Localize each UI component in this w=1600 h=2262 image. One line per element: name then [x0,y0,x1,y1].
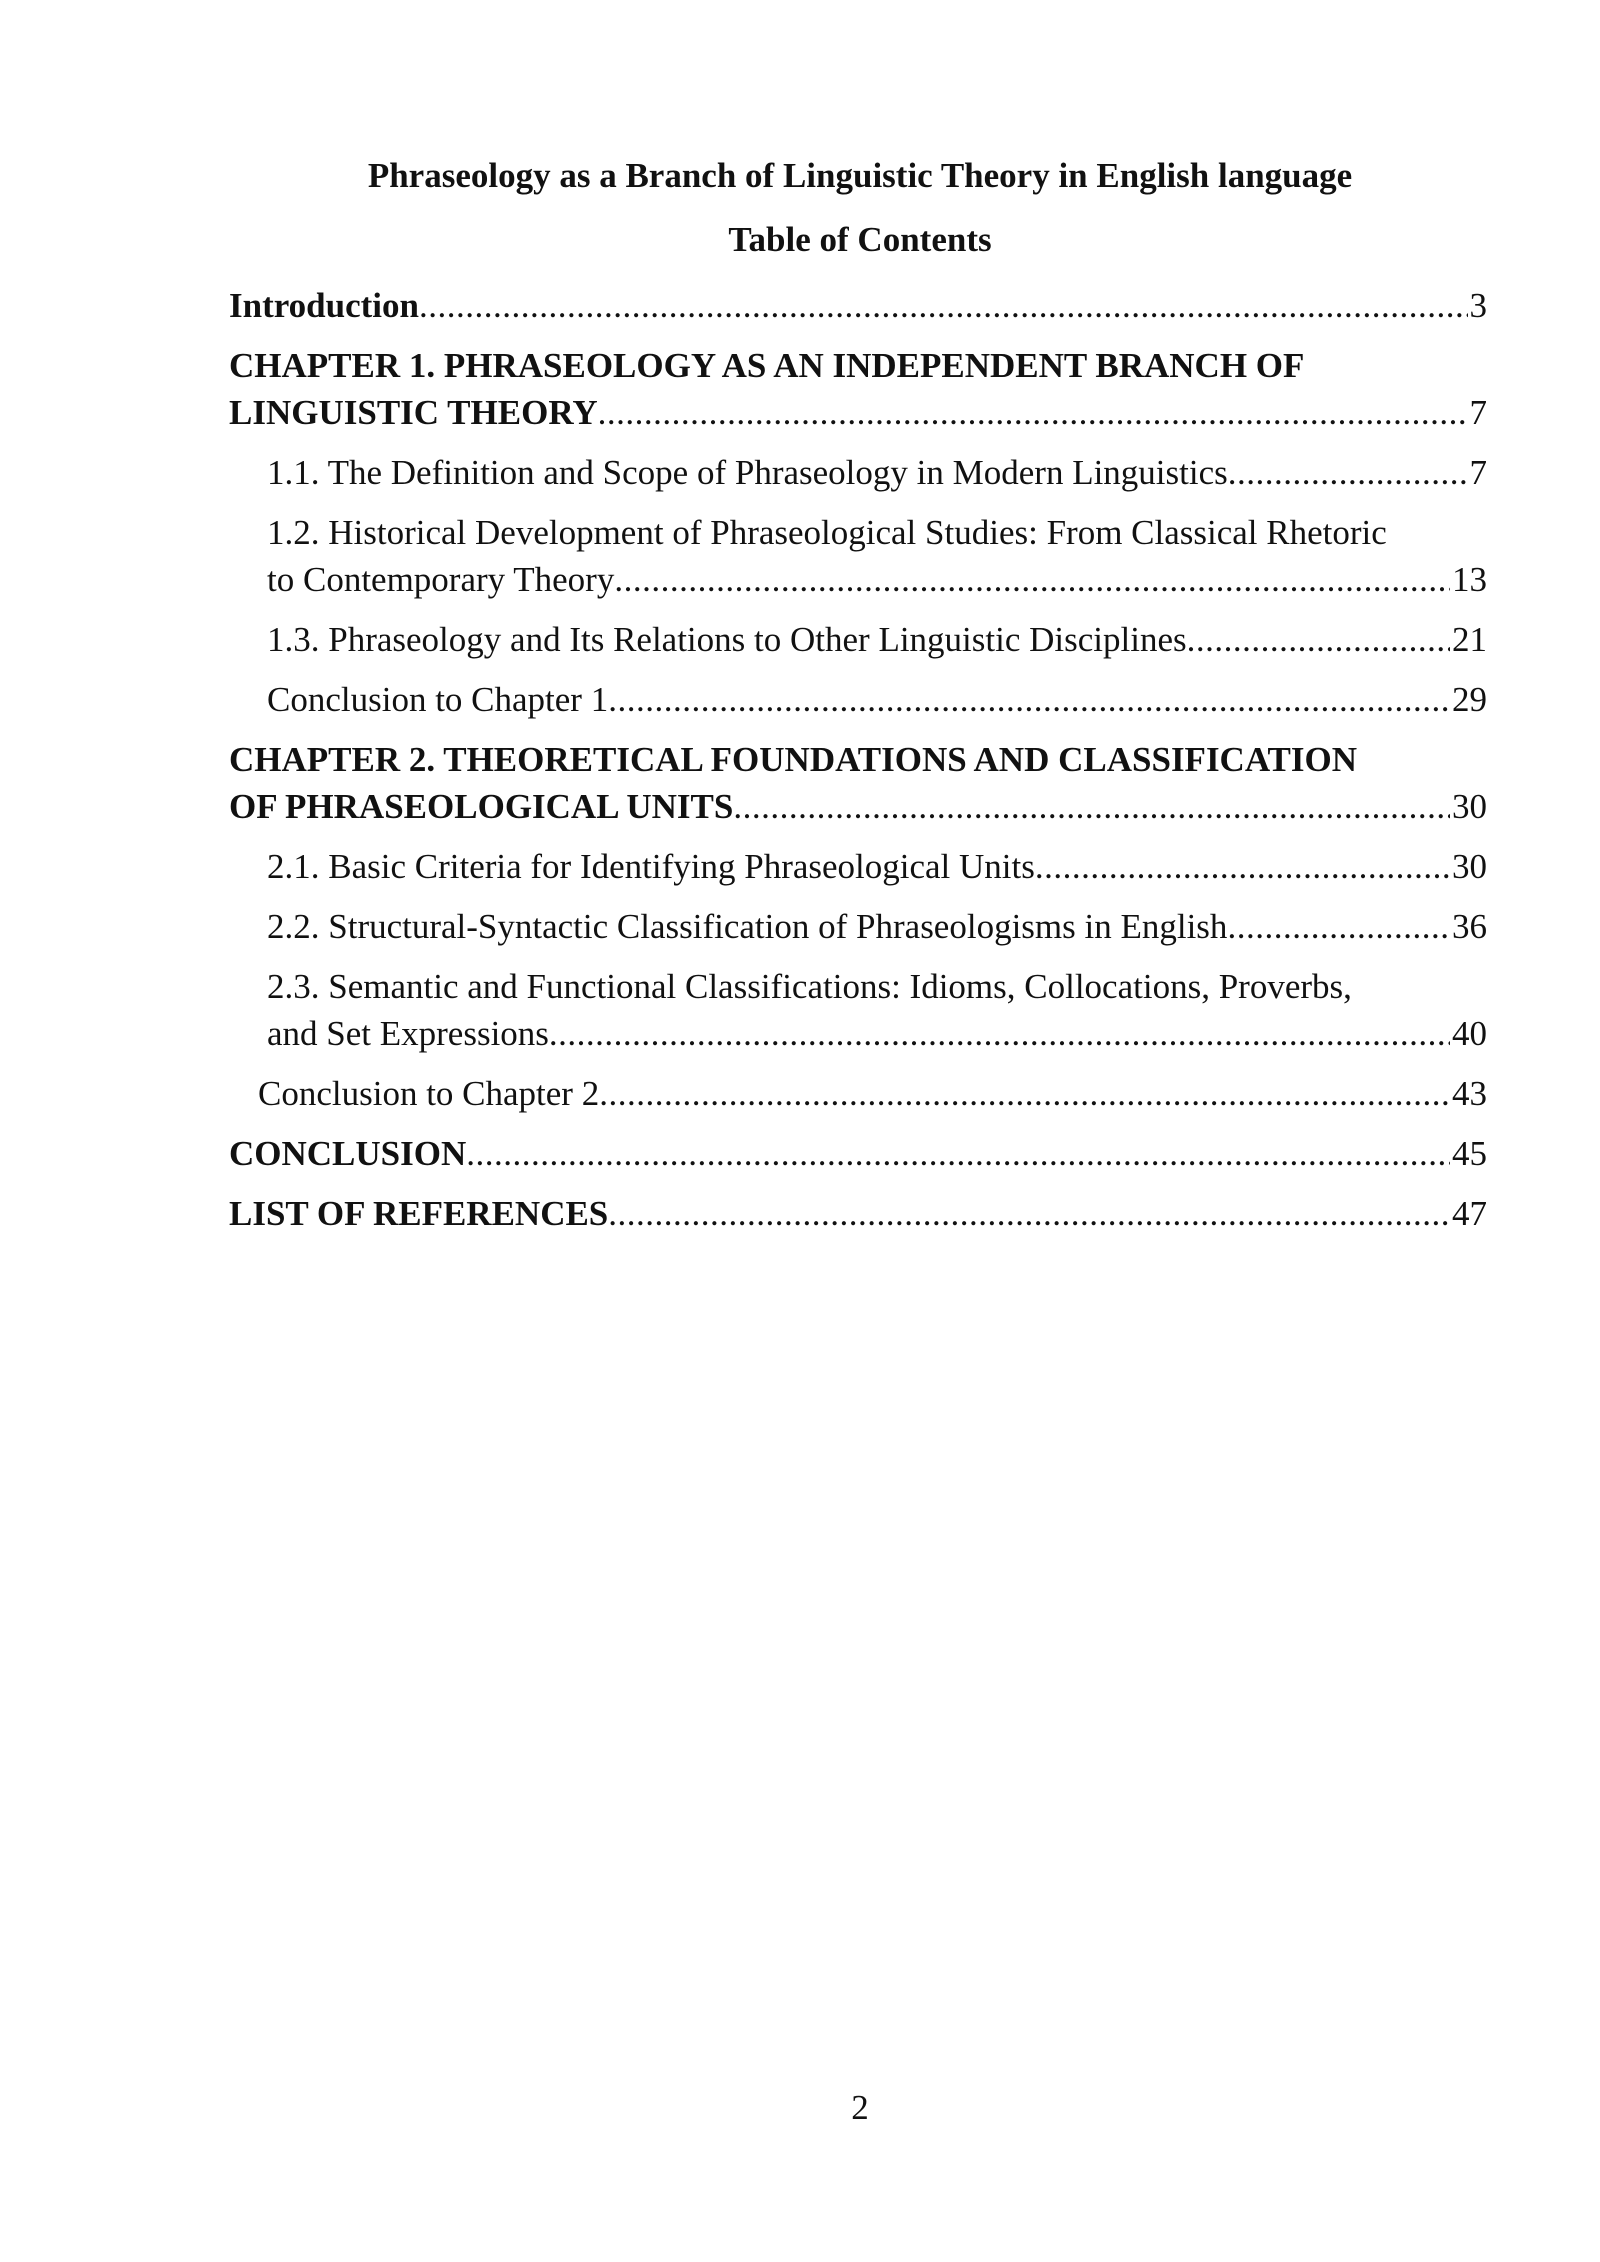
toc-page-number: 30 [1452,847,1487,886]
toc-entry-conclusion[interactable] [229,1130,1487,1177]
toc-entry-title-line1: CHAPTER 1. PHRASEOLOGY AS AN INDEPENDENT BRANCH OF [229,346,1305,385]
toc-entry-title: 1.3. Phraseology and Its Relations to Other Linguistic Disciplines [267,620,1187,659]
toc-page-number: 40 [1452,1014,1487,1053]
toc-page-number: 7 [1469,393,1487,432]
toc-entry-2-3[interactable] [267,963,1487,1057]
toc-entry-1-1[interactable] [267,449,1487,496]
toc-leader-dots [419,282,1468,329]
toc-entry-title-line1: 1.2. Historical Development of Phraseological Studies: From Classical Rhetoric [267,513,1387,552]
toc-leader-dots [1227,903,1450,950]
toc-entry-title: Conclusion to Chapter 1 [267,680,609,719]
toc-entry-2-2[interactable] [267,903,1487,950]
toc-entry-title: to Contemporary Theory [267,560,615,599]
toc-page-number: 13 [1452,560,1487,599]
toc-page-number: 3 [1469,286,1487,325]
toc-entry-conclusion-chapter-1[interactable] [267,676,1487,723]
toc-entry-references[interactable] [229,1190,1487,1237]
toc-leader-dots [549,1010,1450,1057]
toc-leader-dots [614,556,1450,603]
toc-page-number: 29 [1452,680,1487,719]
toc-entry-chapter-1[interactable] [229,342,1487,436]
toc-leader-dots [599,1070,1450,1117]
toc-entry-introduction[interactable] [229,282,1487,329]
toc-leader-dots [1228,449,1468,496]
document-title: Phraseology as a Branch of Linguistic Theory in English language [367,156,1353,195]
toc-leader-dots [466,1130,1450,1177]
toc-entry-title: 2.2. Structural-Syntactic Classification of Phraseologisms in English [267,907,1228,946]
toc-leader-dots [733,783,1450,830]
toc-entry-title: LIST OF REFERENCES [229,1194,609,1233]
toc-leader-dots [1035,843,1450,890]
toc-page-number: 45 [1452,1134,1487,1173]
toc-entry-title-line1: 2.3. Semantic and Functional Classifications: Idioms, Collocations, Proverbs, [267,967,1352,1006]
toc-page-number: 36 [1452,907,1487,946]
toc-entry-1-3[interactable] [267,616,1487,663]
toc-entry-1-2[interactable] [267,509,1487,603]
toc-page-number: 21 [1452,620,1487,659]
toc-entry-title: 2.1. Basic Criteria for Identifying Phraseological Units [267,847,1035,886]
toc-page-number: 47 [1452,1194,1487,1233]
page-number: 2 [851,2088,869,2127]
toc-entry-conclusion-chapter-2[interactable] [258,1070,1487,1117]
toc-heading: Table of Contents [728,220,992,259]
toc-page-number: 43 [1452,1074,1487,1113]
toc-entry-title: Conclusion to Chapter 2 [258,1074,600,1113]
toc-entry-title: 1.1. The Definition and Scope of Phraseology in Modern Linguistics [267,453,1228,492]
toc-page-number: 30 [1452,787,1487,826]
toc-leader-dots [1187,616,1450,663]
toc-page-number: 7 [1469,453,1487,492]
toc-entry-title: LINGUISTIC THEORY [229,393,598,432]
toc-entry-title: OF PHRASEOLOGICAL UNITS [229,787,734,826]
toc-entry-title: and Set Expressions [267,1014,549,1053]
toc-leader-dots [608,676,1450,723]
table-of-contents [229,282,1487,1250]
toc-entry-title: CONCLUSION [229,1134,467,1173]
toc-entry-chapter-2[interactable] [229,736,1487,830]
toc-entry-2-1[interactable] [267,843,1487,890]
toc-entry-title: Introduction [229,286,419,325]
toc-entry-title-line1: CHAPTER 2. THEORETICAL FOUNDATIONS AND CLASSIFICATION [229,740,1357,779]
toc-leader-dots [608,1190,1450,1237]
toc-leader-dots [598,389,1468,436]
